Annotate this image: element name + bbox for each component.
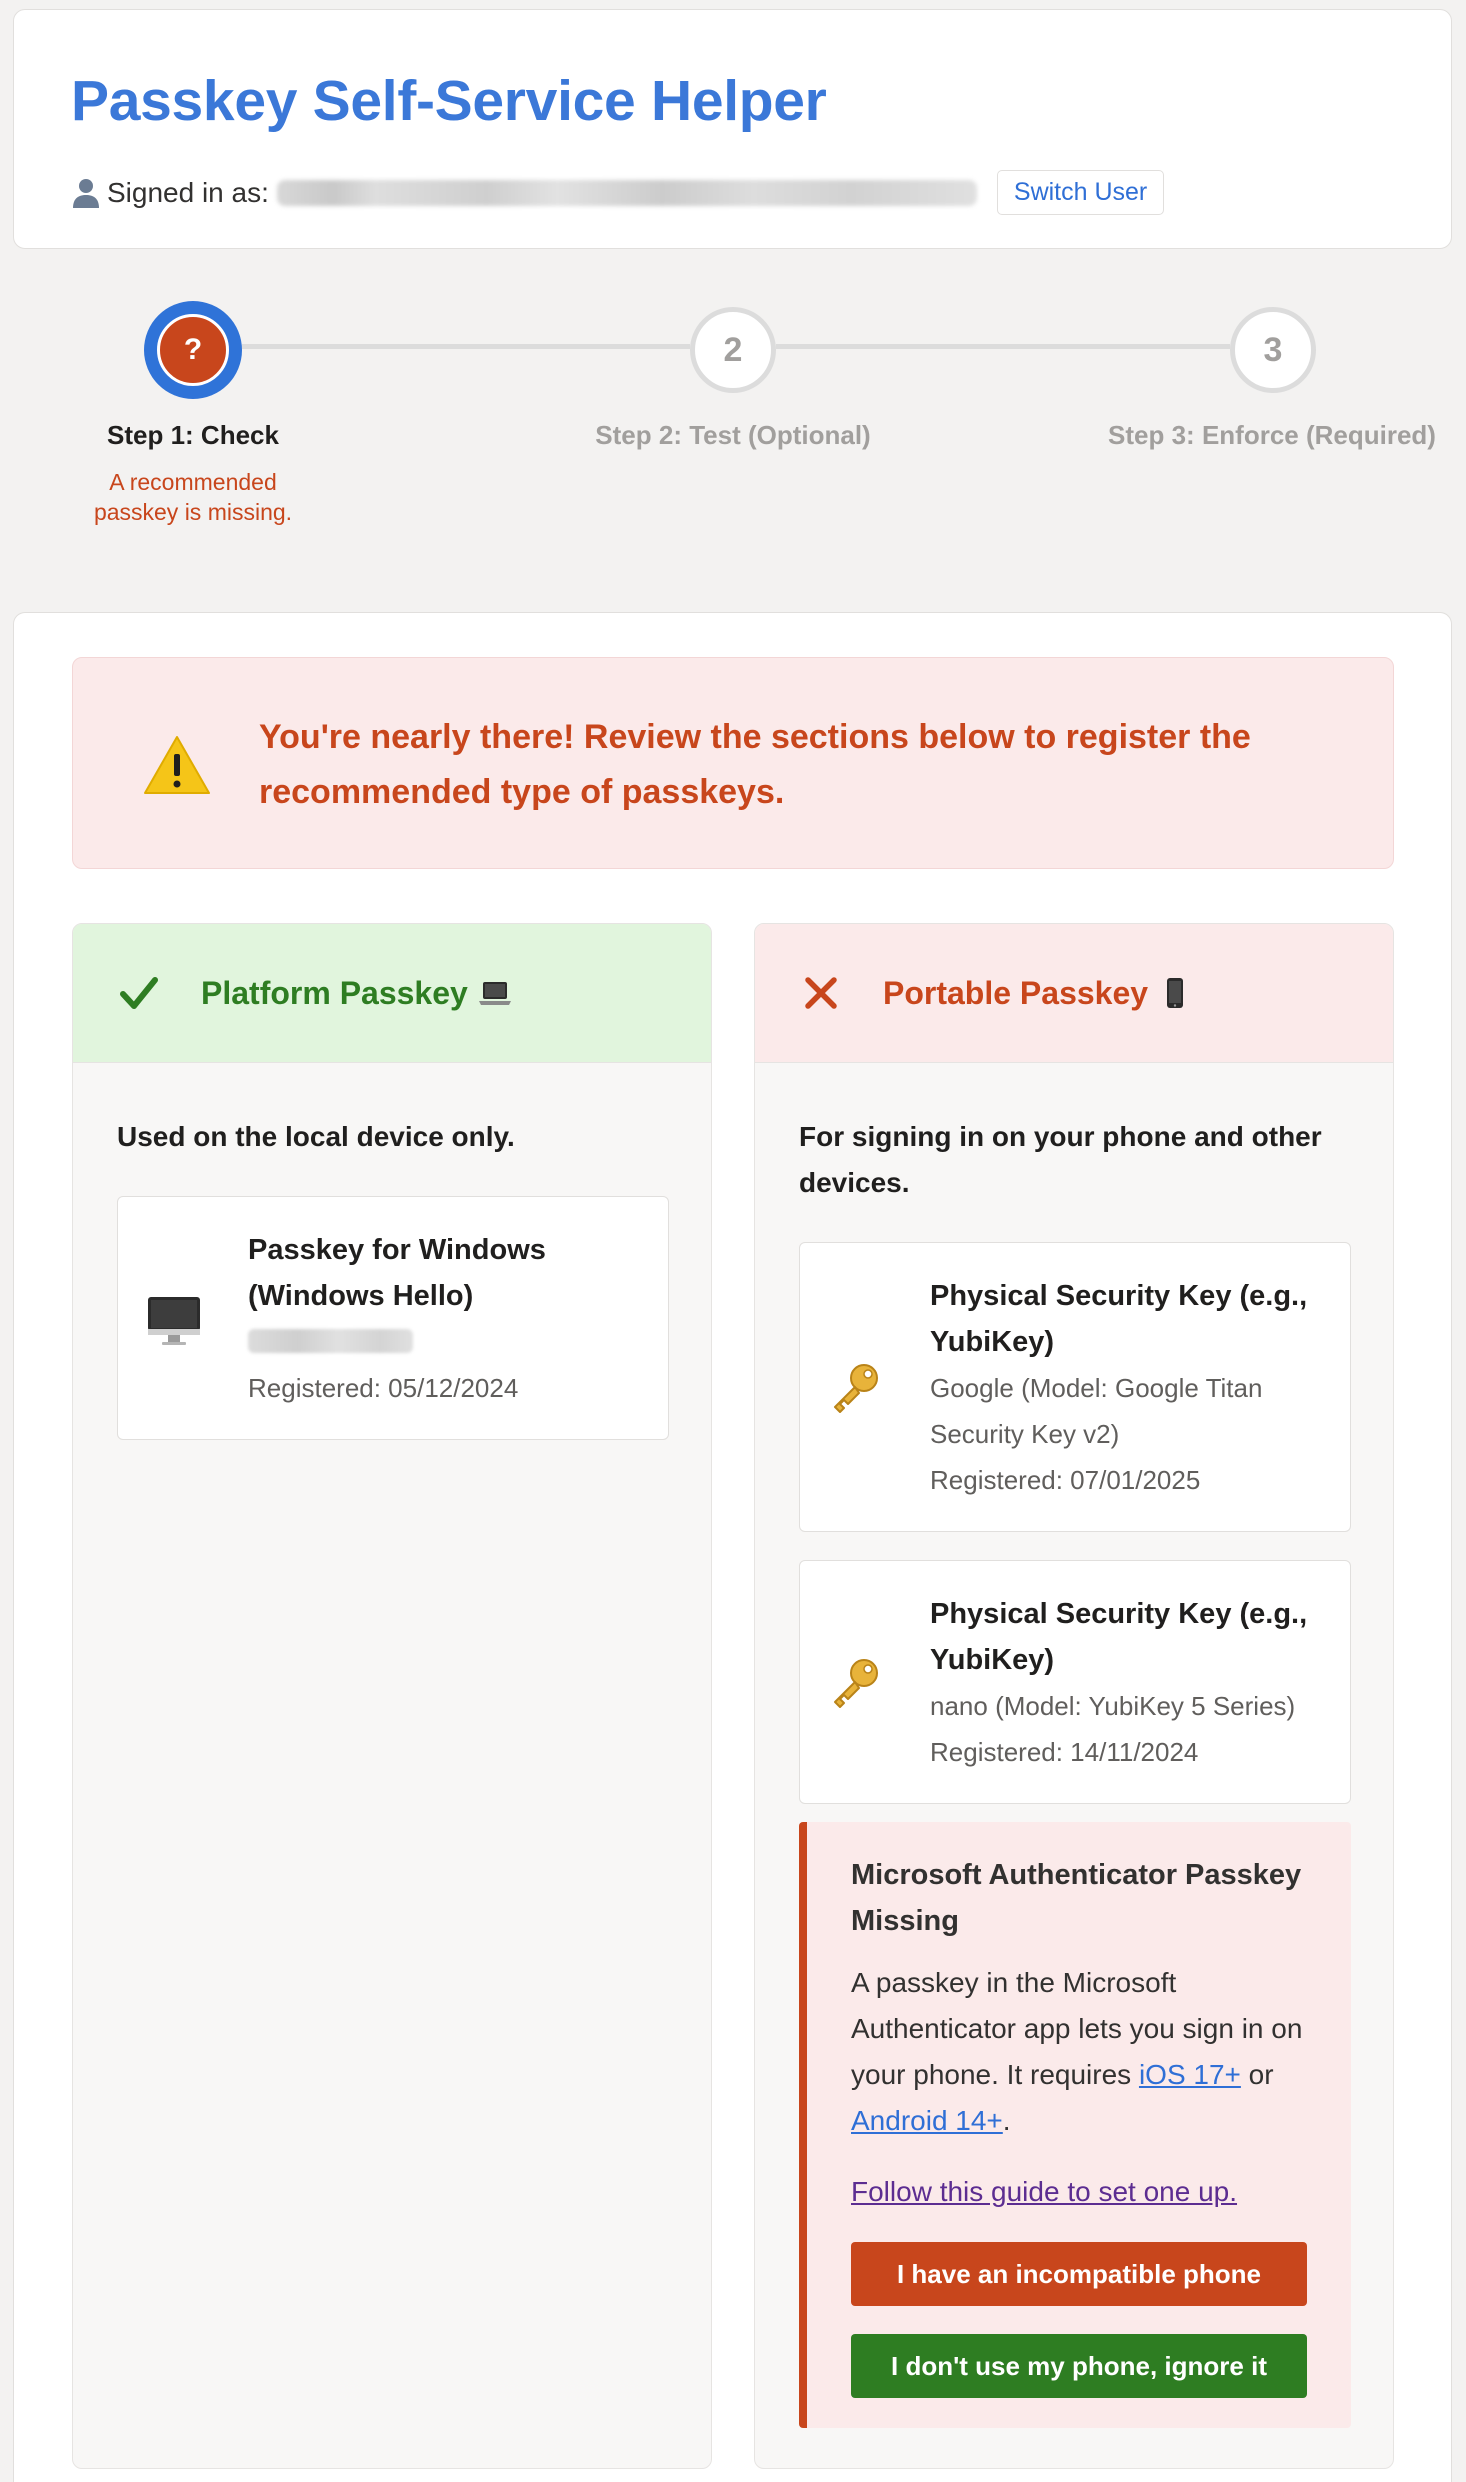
passkey-card-yubikey-nano: [799, 1560, 1351, 1804]
signed-in-row: [71, 170, 1164, 215]
authenticator-missing-box: [799, 1822, 1351, 2428]
ios-requirement-link[interactable]: iOS 17+: [1138, 2059, 1241, 2090]
android-requirement-link[interactable]: Android 14+: [851, 2105, 1003, 2136]
ignore-phone-button[interactable]: I don't use my phone, ignore it: [851, 2334, 1307, 2398]
passkey-title: Physical Security Key (e.g., YubiKey): [930, 1280, 1308, 1358]
key-icon: [826, 1358, 886, 1418]
step-1-question-icon: ?: [157, 314, 229, 386]
desktop-computer-icon: [144, 1289, 204, 1349]
step-2-label: Step 2: Test (Optional): [595, 420, 871, 450]
passkey-detail: Google (Model: Google Titan Security Key v2): [930, 1373, 1263, 1449]
platform-passkey-title: Platform Passkey: [201, 974, 468, 1011]
header-card: [13, 9, 1452, 249]
platform-passkey-panel: [72, 923, 712, 2469]
page-title: Passkey Self-Service Helper: [71, 69, 827, 133]
missing-text-part: or: [1240, 2059, 1274, 2090]
authenticator-missing-text: [851, 1960, 1341, 2144]
switch-user-button[interactable]: Switch User: [997, 170, 1164, 215]
missing-text-part: A passkey in the Microsoft Authenticator app lets you sign in on your phone. It requires: [851, 1967, 1303, 2090]
step-connector-1: [242, 344, 690, 349]
missing-text-part: .: [1002, 2105, 1011, 2136]
portable-passkey-header: [755, 924, 1393, 1063]
laptop-icon: [478, 976, 512, 1010]
setup-guide-link[interactable]: Follow this guide to set one up.: [851, 2176, 1238, 2207]
portable-passkey-title: Portable Passkey: [883, 974, 1149, 1011]
passkey-title: Physical Security Key (e.g., YubiKey): [930, 1598, 1308, 1676]
alert-message: You're nearly there! Review the sections below to register the recommended type of passkeys.: [259, 718, 1251, 811]
passkey-card-google-titan: [799, 1242, 1351, 1532]
passkey-registered-date: Registered: 07/01/2025: [930, 1465, 1201, 1495]
passkey-title: Passkey for Windows (Windows Hello): [248, 1234, 546, 1312]
redacted-user-email: [277, 180, 977, 206]
step-1-indicator: [144, 301, 242, 399]
passkey-card-body: [930, 1273, 1330, 1503]
warning-icon: [143, 734, 211, 796]
checkmark-icon: [117, 971, 161, 1015]
redacted-device-name: [248, 1329, 413, 1353]
portable-passkey-description: For signing in on your phone and other devices.: [799, 1121, 1322, 1198]
signed-in-label: Signed in as:: [107, 176, 269, 208]
step-3-label: Step 3: Enforce (Required): [1108, 420, 1436, 450]
step-1-label: Step 1: Check: [107, 420, 279, 450]
platform-passkey-description: Used on the local device only.: [117, 1121, 515, 1152]
step-3-indicator: 3: [1230, 307, 1316, 393]
mobile-phone-icon: [1158, 976, 1192, 1010]
authenticator-missing-title: Microsoft Authenticator Passkey Missing: [851, 1859, 1302, 1937]
alert-banner: [72, 657, 1394, 869]
user-icon: [71, 177, 101, 209]
step-connector-2: [776, 344, 1230, 349]
main-card: [13, 612, 1452, 2482]
passkey-registered-date: Registered: 05/12/2024: [248, 1373, 519, 1403]
cross-icon: [799, 971, 843, 1015]
passkey-registered-date: Registered: 14/11/2024: [930, 1737, 1199, 1767]
passkey-card-windows-hello: [117, 1196, 669, 1440]
passkey-card-body: [248, 1227, 648, 1411]
step-2-indicator: 2: [690, 307, 776, 393]
platform-passkey-header: [73, 924, 711, 1063]
key-icon: [826, 1653, 886, 1713]
passkey-detail: nano (Model: YubiKey 5 Series): [930, 1691, 1296, 1721]
portable-passkey-panel: [754, 923, 1394, 2469]
incompatible-phone-button[interactable]: I have an incompatible phone: [851, 2242, 1307, 2306]
passkey-card-body: [930, 1591, 1330, 1775]
step-1-status: A recommended passkey is missing.: [93, 469, 293, 525]
